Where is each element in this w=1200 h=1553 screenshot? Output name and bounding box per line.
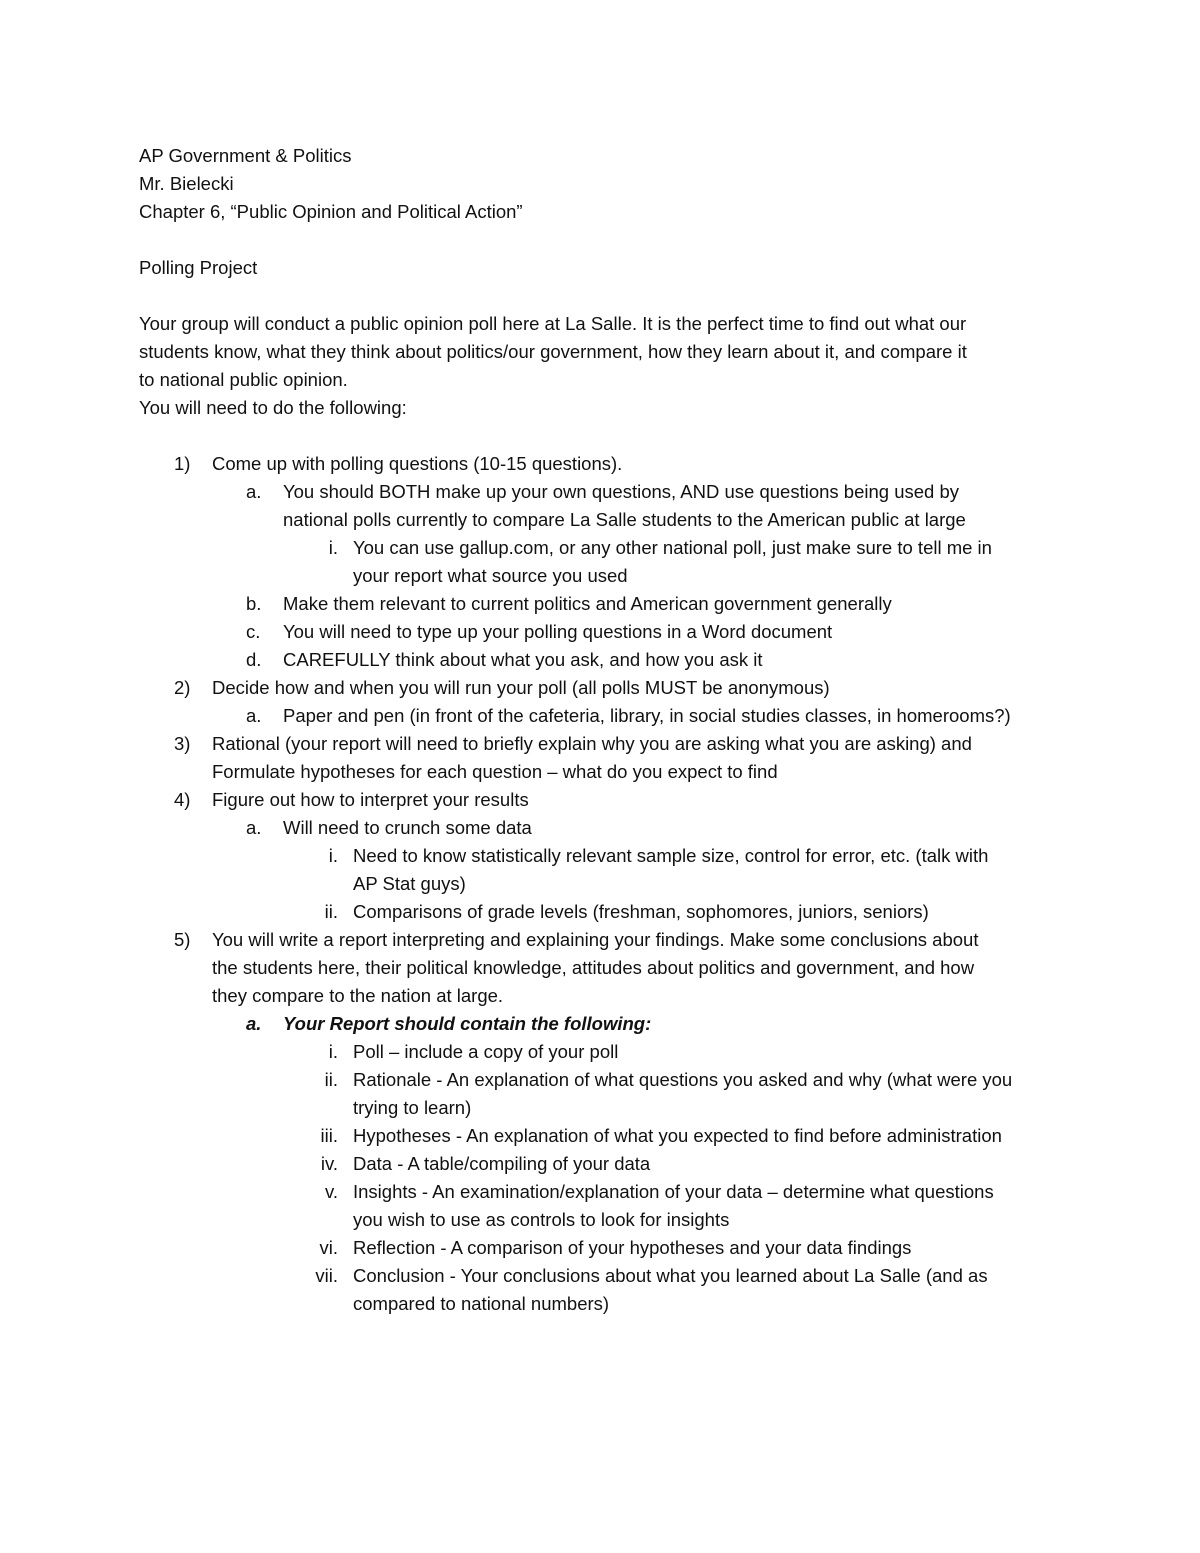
report-item-hypotheses: Hypotheses - An explanation of what you expected to find before administration [353, 1125, 1002, 1146]
step-1-marker: 1) [174, 453, 191, 474]
step-4aii-text: Comparisons of grade levels (freshman, sophomores, juniors, seniors) [353, 901, 929, 922]
report-item-i-marker: i. [328, 1041, 338, 1062]
step-1a-line-1: You should BOTH make up your own questions, AND use questions being used by [283, 481, 959, 502]
step-1ai-marker: i. [328, 537, 338, 558]
step-1d-text: CAREFULLY think about what you ask, and how you ask it [283, 649, 763, 670]
intro-line-2: students know, what they think about politics/our government, how they learn about it, and compare it [139, 341, 967, 362]
step-4-text: Figure out how to interpret your results [212, 789, 529, 810]
step-1a-line-2: national polls currently to compare La Salle students to the American public at large [283, 509, 966, 530]
report-item-conclusion-line-1: Conclusion - Your conclusions about what you learned about La Salle (and as [353, 1265, 988, 1286]
chapter-title: Chapter 6, “Public Opinion and Political Action” [139, 201, 523, 222]
report-item-insights-line-1: Insights - An examination/explanation of your data – determine what questions [353, 1181, 994, 1202]
report-item-conclusion-line-2: compared to national numbers) [353, 1293, 610, 1314]
step-1b-text: Make them relevant to current politics and American government generally [283, 593, 892, 614]
step-1b-marker: b. [246, 593, 262, 614]
step-1ai-line-1: You can use gallup.com, or any other national poll, just make sure to tell me in [353, 537, 992, 558]
report-contents-heading: Your Report should contain the following: [283, 1013, 652, 1034]
step-1a-marker: a. [246, 481, 262, 502]
report-item-vii-marker: vii. [315, 1265, 338, 1286]
step-4-marker: 4) [174, 789, 191, 810]
intro-line-3: to national public opinion. [139, 369, 348, 390]
step-3-line-1: Rational (your report will need to briefly explain why you are asking what you are asking) and [212, 733, 972, 754]
step-1c-marker: c. [246, 621, 261, 642]
step-3-line-2: Formulate hypotheses for each question – what do you expect to find [212, 761, 778, 782]
report-item-poll: Poll – include a copy of your poll [353, 1041, 619, 1062]
step-3-marker: 3) [174, 733, 191, 754]
step-2a-text: Paper and pen (in front of the cafeteria, library, in social studies classes, in homerooms?) [283, 705, 1011, 726]
course-title: AP Government & Politics [139, 145, 352, 166]
report-item-v-marker: v. [324, 1181, 338, 1202]
step-4ai-line-2: AP Stat guys) [353, 873, 466, 894]
step-5-marker: 5) [174, 929, 191, 950]
report-item-iv-marker: iv. [320, 1153, 338, 1174]
project-title: Polling Project [139, 257, 258, 278]
step-2a-marker: a. [246, 705, 262, 726]
step-2-text: Decide how and when you will run your poll (all polls MUST be anonymous) [212, 677, 830, 698]
teacher-name: Mr. Bielecki [139, 173, 234, 194]
report-item-reflection: Reflection - A comparison of your hypotheses and your data findings [353, 1237, 912, 1258]
step-4ai-line-1: Need to know statistically relevant sample size, control for error, etc. (talk with [353, 845, 989, 866]
report-item-insights-line-2: you wish to use as controls to look for insights [353, 1209, 730, 1230]
report-item-ii-marker: ii. [324, 1069, 338, 1090]
step-1c-text: You will need to type up your polling questions in a Word document [283, 621, 833, 642]
step-4a-marker: a. [246, 817, 262, 838]
step-5-line-2: the students here, their political knowledge, attitudes about politics and government, and how [212, 957, 975, 978]
step-1-text: Come up with polling questions (10-15 questions). [212, 453, 623, 474]
step-1ai-line-2: your report what source you used [353, 565, 628, 586]
step-2-marker: 2) [174, 677, 191, 698]
step-5-line-1: You will write a report interpreting and explaining your findings. Make some conclusions about [212, 929, 979, 950]
report-item-data: Data - A table/compiling of your data [353, 1153, 651, 1174]
step-4ai-marker: i. [328, 845, 338, 866]
step-4aii-marker: ii. [324, 901, 338, 922]
report-item-iii-marker: iii. [320, 1125, 338, 1146]
report-item-rationale-line-1: Rationale - An explanation of what questions you asked and why (what were you [353, 1069, 1013, 1090]
report-item-rationale-line-2: trying to learn) [353, 1097, 472, 1118]
step-1d-marker: d. [246, 649, 262, 670]
step-4a-text: Will need to crunch some data [283, 817, 532, 838]
step-5-line-3: they compare to the nation at large. [212, 985, 504, 1006]
intro-line-1: Your group will conduct a public opinion poll here at La Salle. It is the perfect time to find out what our [139, 313, 967, 334]
report-item-vi-marker: vi. [319, 1237, 338, 1258]
step-5a-marker: a. [246, 1013, 262, 1034]
intro-need: You will need to do the following: [139, 397, 407, 418]
